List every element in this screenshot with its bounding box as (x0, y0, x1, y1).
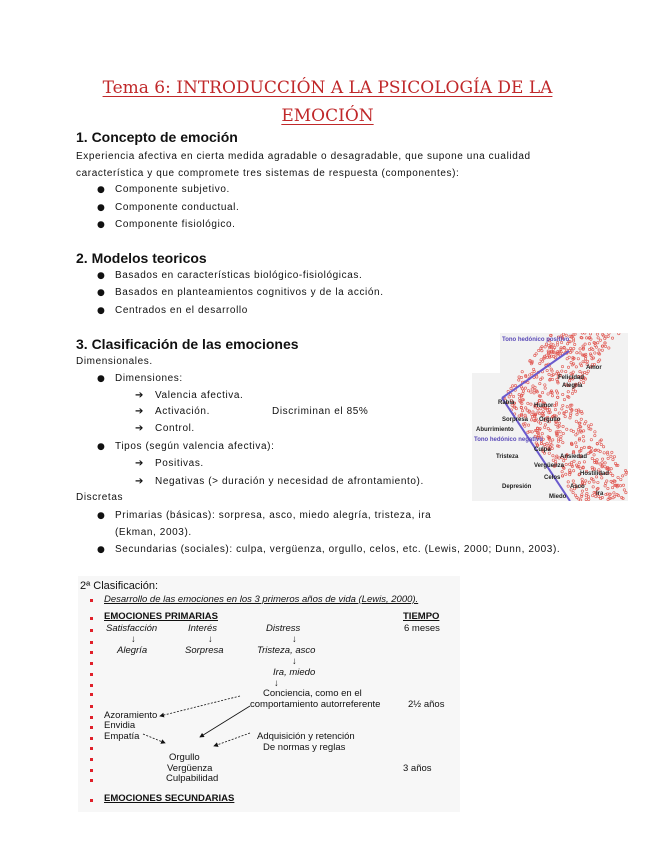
figure-label: Depresión (502, 484, 532, 490)
text: Dimensionales. (76, 356, 153, 367)
figure-label: Ira (596, 491, 604, 497)
emotion: Sorpresa (185, 645, 224, 656)
list-item: Basados en planteamientos cognitivos y de la acción. (115, 287, 384, 298)
figure-label: Miedo (549, 494, 567, 500)
arrow-icon: ➔ (135, 406, 144, 417)
down-arrow-icon: ↓ (274, 678, 279, 689)
emotion: Interés (188, 623, 218, 634)
bullet-icon: ● (97, 203, 105, 213)
list-item: Componente fisiológico. (115, 219, 236, 230)
figure-label: Culpa (534, 447, 551, 453)
figure-label: Tristeza (496, 454, 519, 460)
down-arrow-icon: ↓ (292, 656, 297, 667)
bullet-icon: ● (97, 271, 105, 281)
figure-label: Sorpresa (502, 417, 529, 423)
note: Discriminan el 85% (272, 406, 369, 417)
axis-positive-label: Tono hedónico positivo (502, 337, 570, 343)
emotion: Tristeza, asco (257, 645, 316, 656)
paragraph: característica y que compromete tres sistemas de respuesta (componentes): (76, 168, 460, 179)
time-label: 6 meses (404, 623, 440, 634)
time-label: 2½ años (408, 699, 445, 710)
arrow-icon: ➔ (135, 423, 144, 434)
emotion: Satisfacción (106, 623, 158, 634)
list-item: Tipos (según valencia afectiva): (115, 441, 275, 452)
down-arrow-icon: ↓ (292, 634, 297, 645)
emotion: Empatía (104, 731, 140, 742)
secondary-emotions-header: EMOCIONES SECUNDARIAS (104, 793, 235, 804)
figure-label: Orgullo (539, 417, 561, 423)
down-arrow-icon: ↓ (208, 634, 213, 645)
list-item: Dimensiones: (115, 373, 183, 384)
figure-label: Vergüenza (534, 463, 565, 469)
bullet-icon: ● (97, 220, 105, 230)
text: comportamiento autorreferente (250, 699, 381, 710)
primary-emotions-header: EMOCIONES PRIMARIAS (104, 611, 219, 622)
figure-label: Hostilidad (580, 471, 610, 477)
text: (Ekman, 2003). (115, 527, 192, 538)
list-item: Control. (155, 423, 195, 434)
arrow-icon: ➔ (135, 476, 144, 487)
emotion: Ira, miedo (273, 667, 316, 678)
time-label: 3 años (403, 763, 432, 774)
list-item: Basados en características biológico-fisiológicas. (115, 270, 363, 281)
emotion: Envidia (104, 720, 136, 731)
time-header: TIEMPO (403, 611, 440, 622)
list-item: Negativas (> duración y necesidad de afrontamiento). (155, 476, 424, 487)
figure-label: Asco (570, 484, 585, 490)
bullet-icon: ● (97, 374, 105, 384)
figure-label: Amor (586, 365, 602, 371)
title-line-1: Tema 6: INTRODUCCIÓN A LA PSICOLOGÍA DE LA (102, 78, 553, 98)
emotion: Azoramiento (104, 710, 158, 721)
text: Adquisición y retención (257, 731, 355, 742)
list-item: Primarias (básicas): sorpresa, asco, miedo alegría, tristeza, ira (115, 510, 432, 521)
emotion: Culpabilidad (166, 773, 219, 784)
list-item: Secundarias (sociales): culpa, vergüenza, orgullo, celos, etc. (Lewis, 2000; Dunn, 2003). (115, 544, 561, 555)
figure-label: Aburrimiento (476, 427, 514, 433)
figure-label: Ansiedad (560, 454, 588, 460)
bullet-icon: ● (97, 545, 105, 555)
bullet-icon: ● (97, 288, 105, 298)
figure-label: Felicidad (558, 375, 585, 381)
emotion: Orgullo (169, 752, 200, 763)
bullet-icon: ● (97, 185, 105, 195)
emotion: Distress (266, 623, 301, 634)
bullet-icon: ● (97, 306, 105, 316)
figure-label: Humor (534, 403, 554, 409)
section-1-heading: 1. Concepto de emoción (76, 129, 238, 145)
down-arrow-icon: ↓ (131, 634, 136, 645)
bullet-icon: ● (97, 511, 105, 521)
list-item: Centrados en el desarrollo (115, 305, 248, 316)
list-item: Componente subjetivo. (115, 184, 230, 195)
list-item: Valencia afectiva. (155, 390, 244, 401)
text: Discretas (76, 492, 124, 503)
title-line-2: EMOCIÓN (281, 106, 374, 126)
bullet-icon: ● (97, 442, 105, 452)
figure-label: Alegría (562, 383, 583, 389)
list-item: Componente conductual. (115, 202, 240, 213)
diagram-heading: 2ª Clasificación: (80, 580, 159, 592)
text: Conciencia, como en el (263, 688, 362, 699)
list-item: Positivas. (155, 458, 204, 469)
axis-negative-label: Tono hedónico negativo (474, 437, 543, 443)
list-item: Activación. (155, 406, 210, 417)
arrow-icon: ➔ (135, 458, 144, 469)
figure-label: Celos (544, 475, 561, 481)
emotion: Alegría (117, 645, 148, 656)
paragraph: Experiencia afectiva en cierta medida agradable o desagradable, que supone una cualidad (76, 151, 531, 162)
figure-label: Rabia (498, 400, 515, 406)
section-3-heading: 3. Clasificación de las emociones (76, 336, 299, 352)
section-2-heading: 2. Modelos teoricos (76, 250, 207, 266)
text: De normas y reglas (263, 742, 346, 753)
emotion: Vergüenza (167, 763, 213, 774)
diagram-subtitle: Desarrollo de las emociones en los 3 primeros años de vida (Lewis, 2000). (104, 594, 419, 605)
arrow-icon: ➔ (135, 390, 144, 401)
